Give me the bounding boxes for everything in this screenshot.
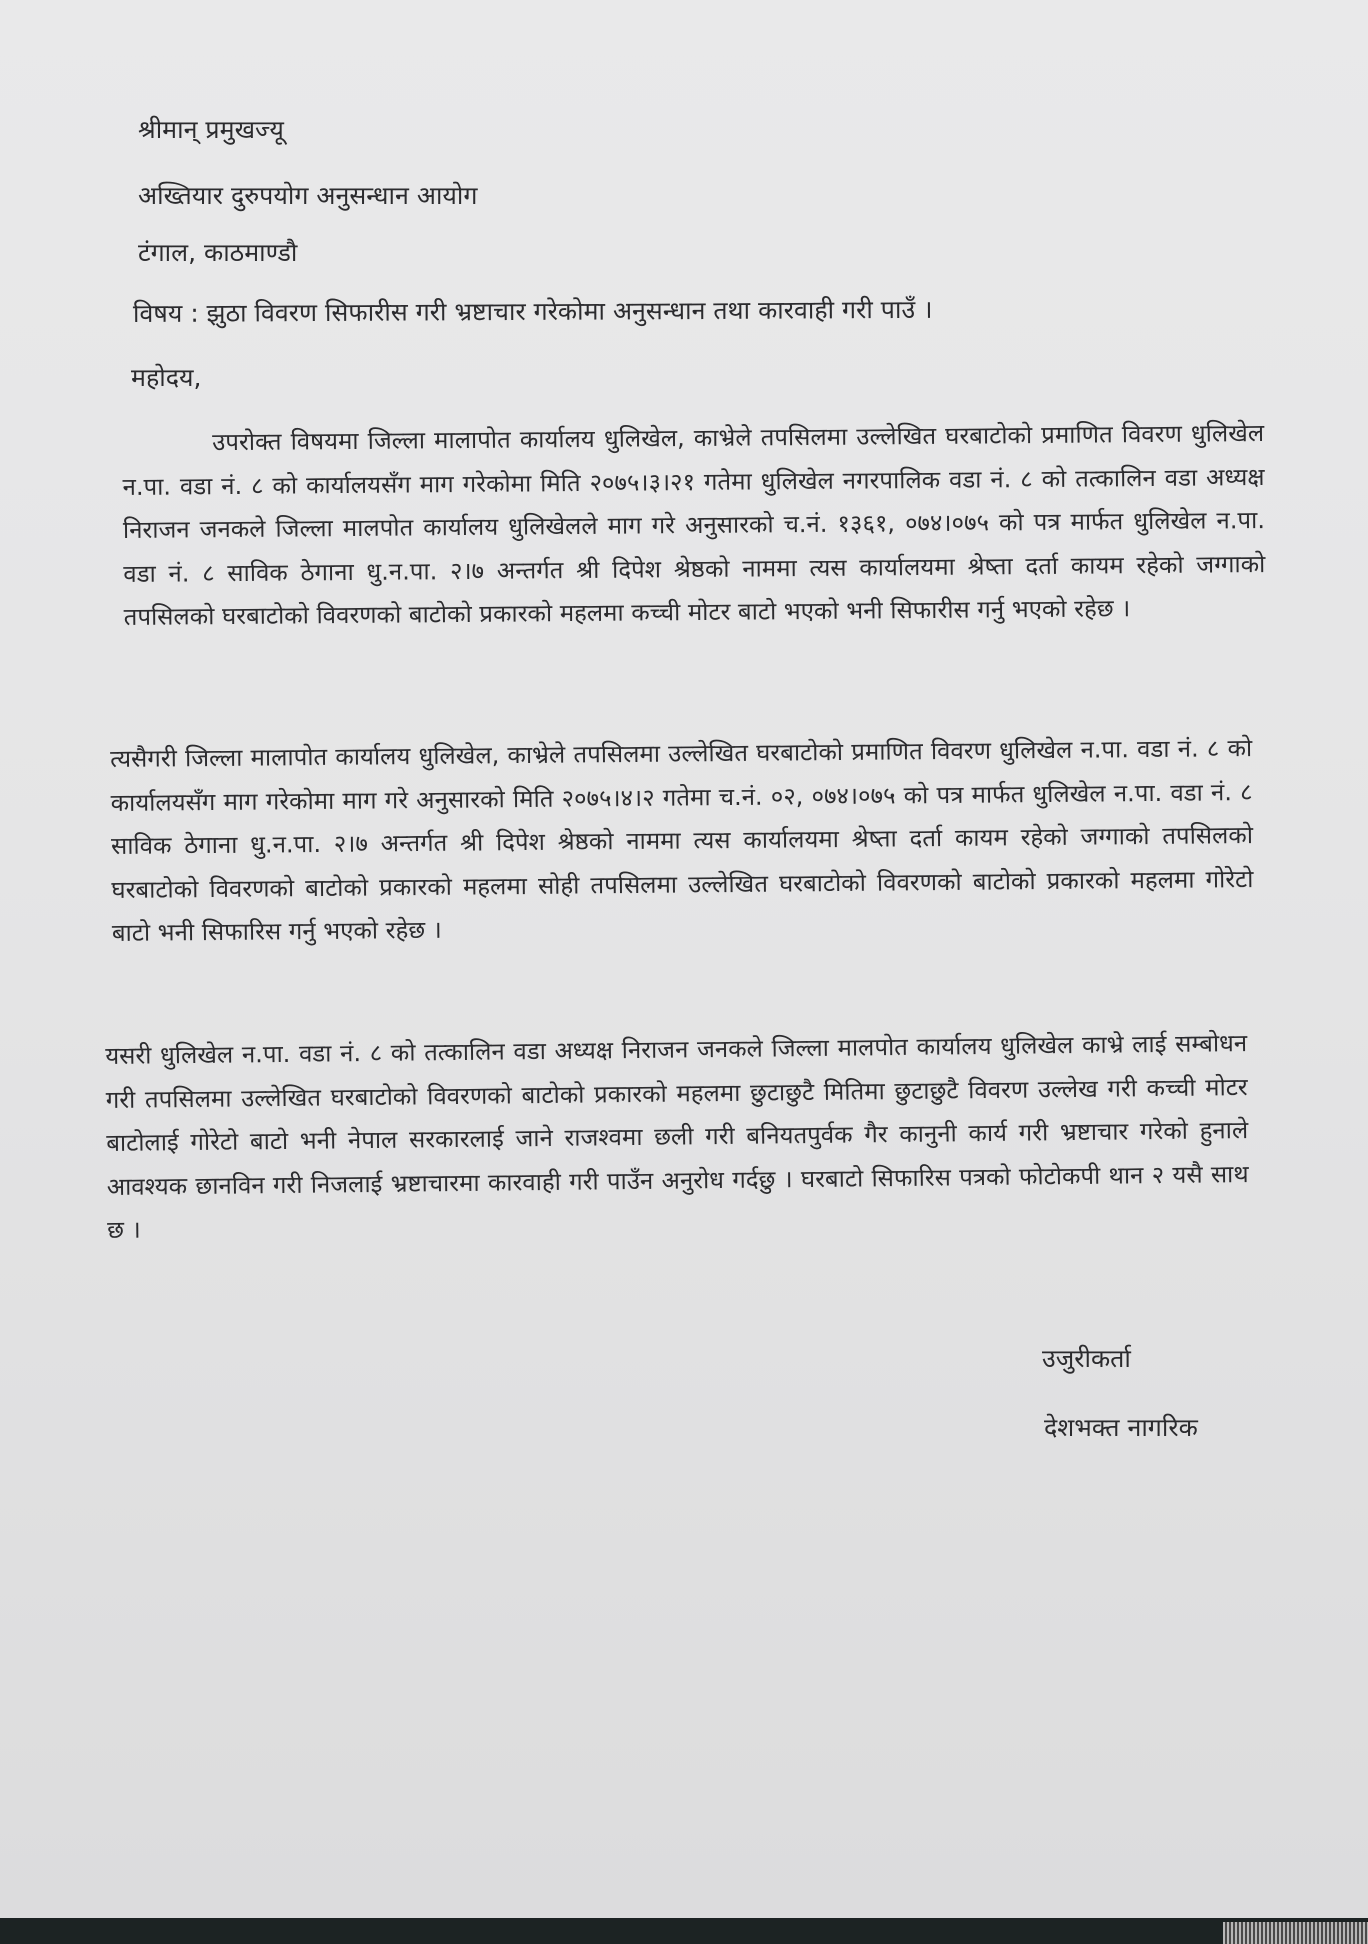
addressee-line-3: टंगाल, काठमाण्डौ bbox=[138, 238, 298, 267]
addressee-line-2: अख्तियार दुरुपयोग अनुसन्धान आयोग bbox=[138, 181, 478, 210]
subject-line: विषय : झुठा विवरण सिफारीस गरी भ्रष्टाचार गरेकोमा अनुसन्धान तथा कारवाही गरी पाउँ । bbox=[132, 294, 933, 328]
body-paragraph-2: त्यसैगरी जिल्ला मालापोत कार्यालय धुलिखेल, काभ्रेले तपसिलमा उल्लेखित घरबाटोको प्रमाणित विवरण धुलिखेल न.पा. वडा नं. ८ को कार्यालयसँग माग गरेकोमा माग गरे अनुसारको मिति २०७५।४।२ गतेमा च.नं. ०२, ०७४।०७५ को पत्र मार्फत धुलिखेल न.पा. वडा नं. ८ साविक ठेगाना धु.न.पा. २।७ अन्तर्गत श्री दिपेश श्रेष्ठको नाममा त्यस कार्यालयमा श्रेष्ता दर्ता कायम रहेको जग्गाको तपसिलको घरबाटोको विवरणको बाटोको प्रकारको महलमा सोही तपसिलमा उल्लेखित घरबाटोको विवरणको बाटोको प्रकारको महलमा गोरेटो बाटो भनी सिफारिस गर्नु भएको रहेछ । bbox=[110, 734, 1254, 947]
addressee-line-1: श्रीमान् प्रमुखज्यू bbox=[138, 115, 284, 144]
signature-title: उजुरीकर्ता bbox=[1042, 1344, 1131, 1373]
body-paragraph-1: उपरोक्त विषयमा जिल्ला मालापोत कार्यालय धुलिखेल, काभ्रेले तपसिलमा उल्लेखित घरबाटोको प्रमाणित विवरण धुलिखेल न.पा. वडा नं. ८ को कार्यालयसँग माग गरेकोमा मिति २०७५।३।२१ गतेमा धुलिखेल नगरपालिक वडा नं. ८ को तत्कालिन वडा अध्यक्ष निराजन जनकले जिल्ला मालपोत कार्यालय धुलिखेलले माग गरे अनुसारको च.नं. १३६१, ०७४।०७५ को पत्र मार्फत धुलिखेल न.पा. वडा नं. ८ साविक ठेगाना धु.न.पा. २।७ अन्तर्गत श्री दिपेश श्रेष्ठको नाममा त्यस कार्यालयमा श्रेष्ता दर्ता कायम रहेको जग्गाको तपसिलको घरबाटोको विवरणको बाटोको प्रकारको महलमा कच्ची मोटर बाटो भएको भनी सिफारीस गर्नु भएको रहेछ । bbox=[122, 419, 1266, 631]
dark-surface-strip bbox=[0, 1918, 1368, 1944]
salutation: महोदय, bbox=[131, 363, 202, 392]
striped-edge-pattern bbox=[1223, 1922, 1368, 1944]
signature-name: देशभक्त नागरिक bbox=[1044, 1413, 1198, 1442]
body-paragraph-3: यसरी धुलिखेल न.पा. वडा नं. ८ को तत्कालिन वडा अध्यक्ष निराजन जनकले जिल्ला मालपोत कार्यालय धुलिखेल काभ्रे लाई सम्बोधन गरी तपसिलमा उल्लेखित घरबाटोको विवरणको बाटोको प्रकारको महलमा छुटाछुटै मितिमा छुटाछुटै विवरण उल्लेख गरी कच्ची मोटर बाटोलाई गोरेटो बाटो भनी नेपाल सरकारलाई जाने राजश्वमा छली गरी बनियतपुर्वक गैर कानुनी कार्य गरी भ्रष्टाचार गरेको हुनाले आवश्यक छानविन गरी निजलाई भ्रष्टाचारमा कारवाही गरी पाउँन अनुरोध गर्दछु । घरबाटो सिफारिस पत्रको फोटोकपी थान २ यसै साथ छ । bbox=[105, 1029, 1249, 1244]
